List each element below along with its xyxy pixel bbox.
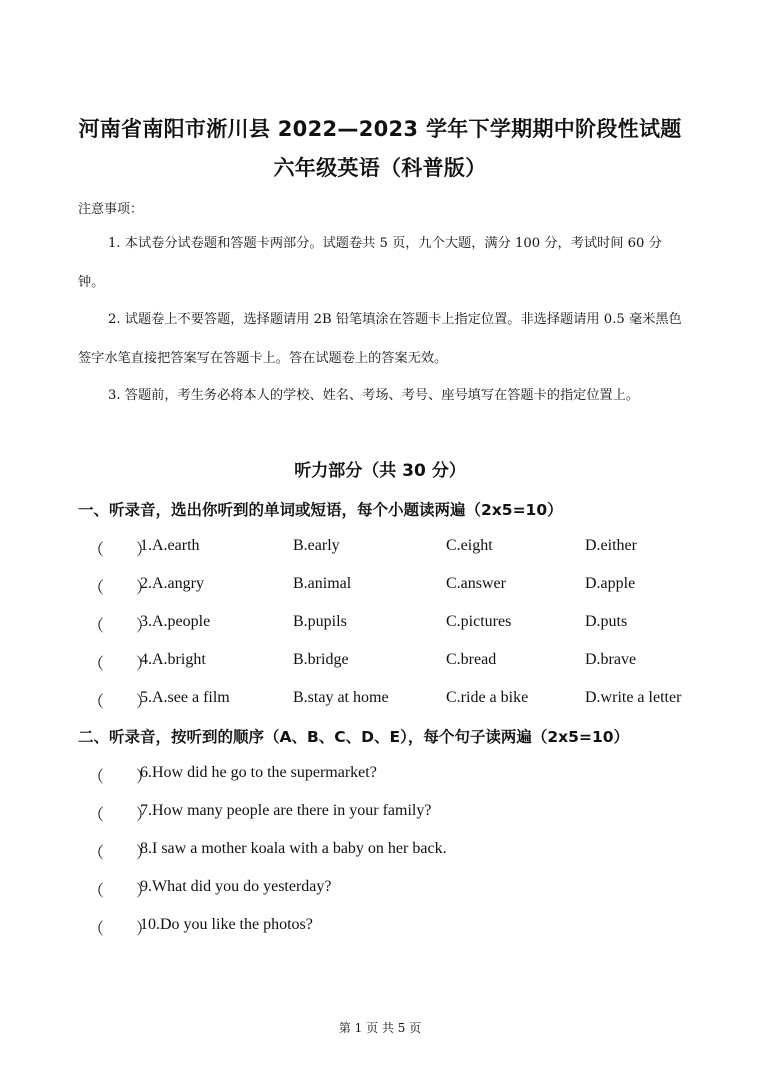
option-c: C.ride a bike (446, 689, 529, 706)
option-d: D.apple (585, 575, 636, 592)
answer-blank[interactable]: （ ） (88, 845, 153, 862)
option-a: 2.A.angry (140, 575, 204, 592)
question-row (88, 537, 728, 561)
note-item-1: 1. 本试卷分试卷题和答题卡两部分。试题卷共 5 页，九个大题，满分 100 分，考试时间 60 分钟。 (78, 236, 662, 290)
question-row (88, 651, 728, 675)
answer-blank[interactable]: （ ） (88, 807, 153, 824)
option-b: B.early (293, 537, 340, 554)
sentence-text: 7.How many people are there in your family? (140, 802, 432, 819)
option-a: 4.A.bright (140, 651, 206, 668)
exam-title: 河南省南阳市淅川县 2022—2023 学年下学期期中阶段性试题 (78, 117, 682, 141)
option-b: B.stay at home (293, 689, 389, 706)
option-c: C.answer (446, 575, 506, 592)
answer-blank[interactable]: （ ） (88, 694, 153, 711)
option-d: D.puts (585, 613, 628, 630)
answer-blank[interactable]: （ ） (88, 542, 153, 559)
sentence-text: 8.I saw a mother koala with a baby on her back. (140, 840, 447, 857)
option-a: 3.A.people (140, 613, 211, 630)
note-item-3: 3. 答题前，考生务必将本人的学校、姓名、考场、考号、座号填写在答题卡的指定位置上。 (108, 388, 640, 403)
option-c: C.eight (446, 537, 493, 554)
notes-heading: 注意事项： (78, 202, 144, 217)
sentence-text: 6.How did he go to the supermarket? (140, 764, 377, 781)
option-b: B.pupils (293, 613, 347, 630)
sentence-text: 9.What did you do yesterday? (140, 878, 332, 895)
answer-blank[interactable]: （ ） (88, 769, 153, 786)
answer-blank[interactable]: （ ） (88, 921, 153, 938)
option-a: 5.A.see a film (140, 689, 230, 706)
option-a: 1.A.earth (140, 537, 200, 554)
note-item-2: 2. 试题卷上不要答题，选择题请用 2B 铅笔填涂在答题卡上指定位置。非选择题请用 0.5 毫米黑色签字水笔直接把答案写在答题卡上。答在试题卷上的答案无效。 (78, 312, 682, 366)
part1-heading: 一、听录音，选出你听到的单词或短语，每个小题读两遍（2x5=10） (78, 501, 563, 519)
question-row (88, 613, 728, 637)
question-row (88, 689, 728, 713)
option-b: B.animal (293, 575, 352, 592)
page-number: 第 1 页 共 5 页 (338, 1021, 422, 1035)
option-b: B.bridge (293, 651, 349, 668)
question-row (88, 575, 728, 599)
sentence-text: 10.Do you like the photos? (140, 916, 313, 933)
answer-blank[interactable]: （ ） (88, 618, 153, 635)
listening-section-title: 听力部分（共 30 分） (294, 461, 466, 481)
option-c: C.bread (446, 651, 497, 668)
answer-blank[interactable]: （ ） (88, 883, 153, 900)
option-d: D.either (585, 537, 637, 554)
option-c: C.pictures (446, 613, 512, 630)
exam-subtitle: 六年级英语（科普版） (273, 156, 487, 180)
answer-blank[interactable]: （ ） (88, 656, 153, 673)
option-d: D.write a letter (585, 689, 682, 706)
option-d: D.brave (585, 651, 637, 668)
part2-heading: 二、听录音，按听到的顺序（A、B、C、D、E），每个句子读两遍（2x5=10） (78, 728, 630, 746)
answer-blank[interactable]: （ ） (88, 580, 153, 597)
